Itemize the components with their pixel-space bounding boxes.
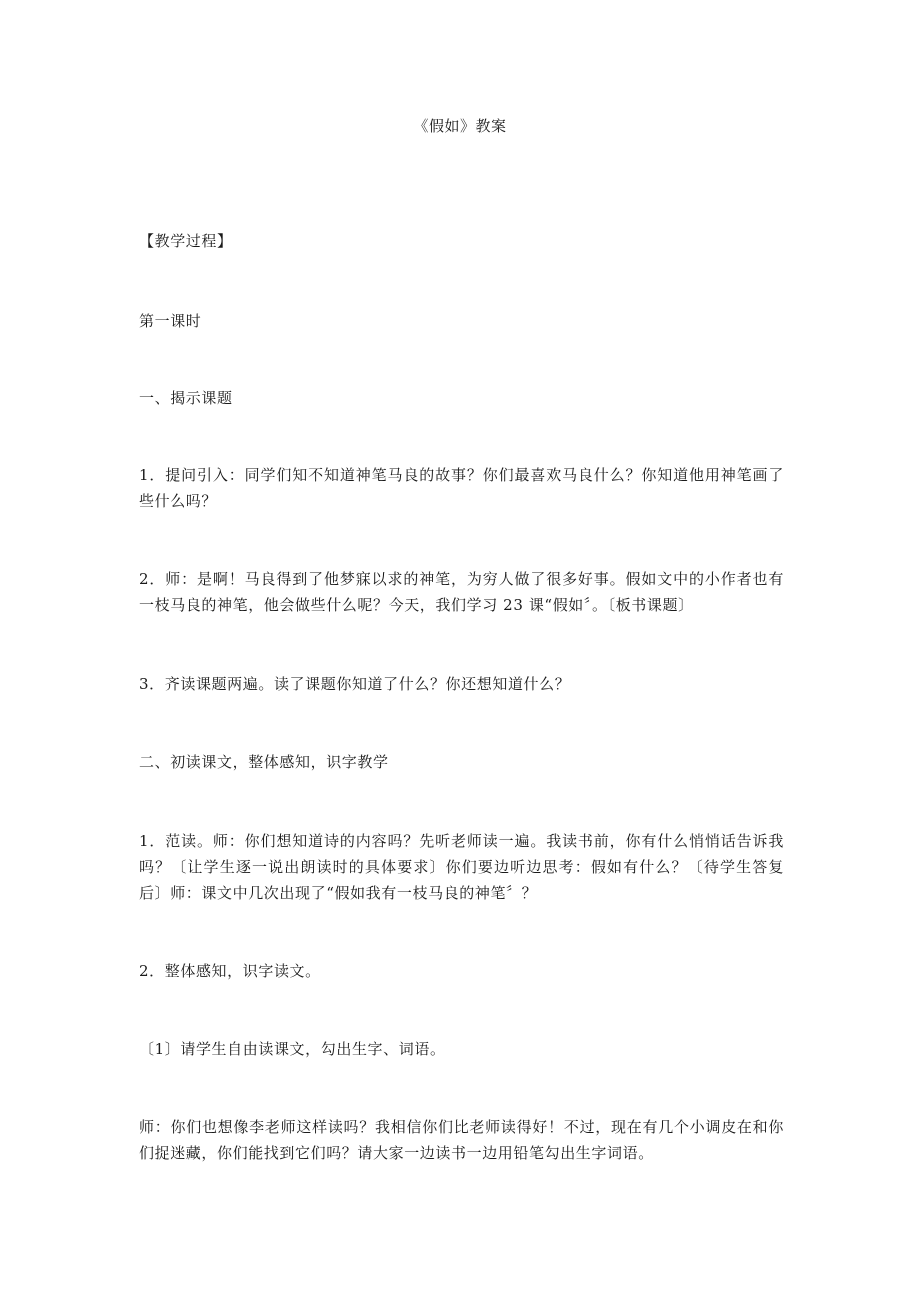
part1-item-1: 1．提问引入：同学们知不知道神笔马良的故事？你们最喜欢马良什么？你知道他用神笔画了些什么吗？ bbox=[139, 466, 784, 510]
part2-item-4: 师：你们也想像李老师这样读吗？我相信你们比老师读得好！不过，现在有几个小调皮在和你们捉迷藏，你们能找到它们吗？请大家一边读书一边用铅笔勾出生字词语。 bbox=[139, 1118, 784, 1162]
part1-item-2: 2．师：是啊！马良得到了他梦寐以求的神笔，为穷人做了很多好事。假如文中的小作者也有一枝马良的神笔，他会做些什么呢？今天，我们学习 23 课“假如〞。〔板书课题〕 bbox=[139, 570, 784, 614]
part2-item-2: 2．整体感知，识字读文。 bbox=[139, 962, 321, 980]
section-heading: 【教学过程】 bbox=[139, 232, 233, 250]
part1-item-3: 3．齐读课题两遍。读了课题你知道了什么？你还想知道什么？ bbox=[139, 675, 571, 693]
part2-item-3: 〔1〕请学生自由读课文，勾出生字、词语。 bbox=[139, 1040, 446, 1058]
part2-heading: 二、初读课文，整体感知，识字教学 bbox=[139, 753, 389, 771]
document-title: 《假如》教案 bbox=[413, 117, 507, 135]
part1-heading: 一、揭示课题 bbox=[139, 389, 233, 407]
lesson-label: 第一课时 bbox=[139, 312, 202, 330]
part2-item-1: 1．范读。师：你们想知道诗的内容吗？先听老师读一遍。我读书前，你有什么悄悄话告诉我吗？〔让学生逐一说出朗读时的具体要求〕你们要边听边思考：假如有什么？〔待学生答复后〕师：课文中几次出现了“假如我有一枝马良的神笔〞？ bbox=[139, 832, 784, 902]
